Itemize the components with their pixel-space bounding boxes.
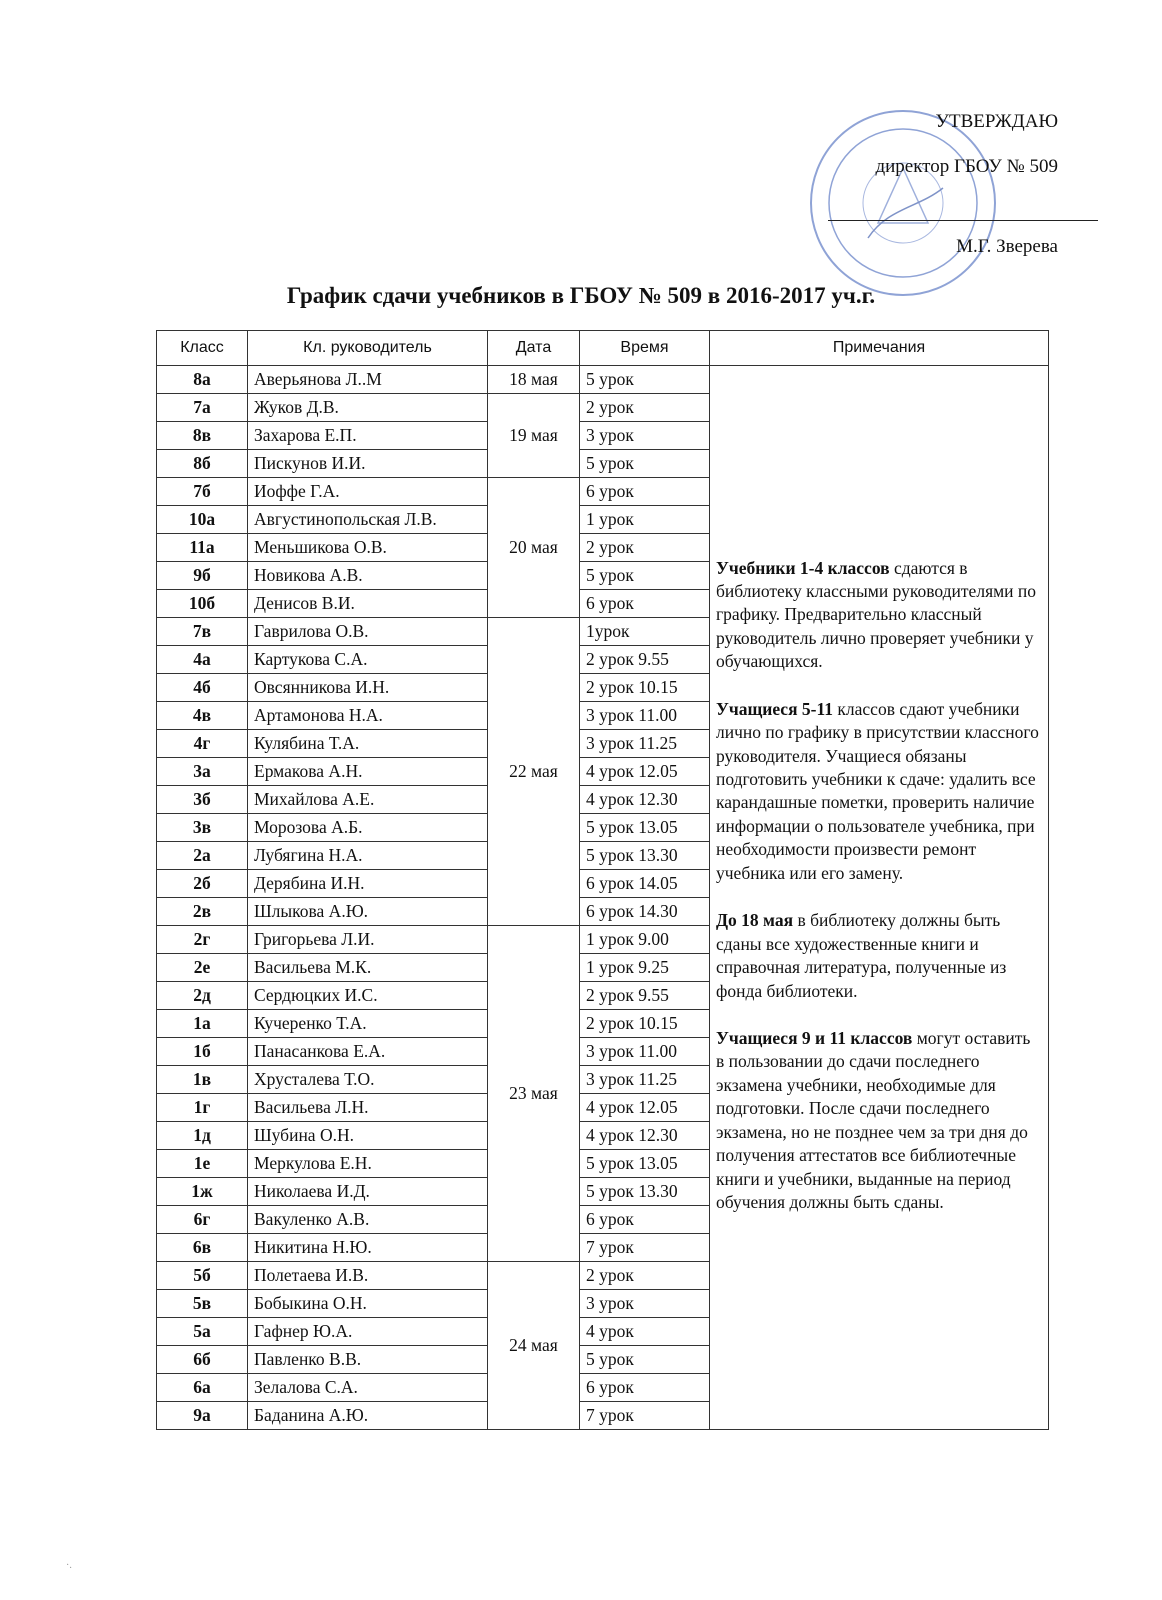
note-text: сдаются в библиотеку классными руководителями по графику. Предварительно классный руководитель лично проверяет учебники у обучающихся. — [716, 557, 1037, 672]
date-cell: 23 мая — [488, 926, 580, 1262]
teacher-cell: Жуков Д.В. — [248, 394, 488, 422]
schedule-table — [156, 330, 1049, 1430]
signature-line — [828, 198, 1098, 221]
approval-position: директор ГБОУ № 509 — [875, 156, 1058, 177]
class-cell: 2б — [157, 870, 248, 898]
teacher-cell: Гаврилова О.В. — [248, 618, 488, 646]
class-cell: 1ж — [157, 1178, 248, 1206]
header-teacher: Кл. руководитель — [248, 331, 488, 366]
class-cell: 1а — [157, 1010, 248, 1038]
class-cell: 2в — [157, 898, 248, 926]
class-cell: 4а — [157, 646, 248, 674]
time-cell: 1урок — [580, 618, 710, 646]
teacher-cell: Лубягина Н.А. — [248, 842, 488, 870]
teacher-cell: Николаева И.Д. — [248, 1178, 488, 1206]
class-cell: 3б — [157, 786, 248, 814]
teacher-cell: Михайлова А.Е. — [248, 786, 488, 814]
teacher-cell: Кучеренко Т.А. — [248, 1010, 488, 1038]
teacher-cell: Бобыкина О.Н. — [248, 1290, 488, 1318]
time-cell: 2 урок 10.15 — [580, 1010, 710, 1038]
class-cell: 1в — [157, 1066, 248, 1094]
note-bold-lead: Учащиеся 5-11 — [716, 698, 834, 719]
class-cell: 3в — [157, 814, 248, 842]
time-cell: 3 урок 11.00 — [580, 1038, 710, 1066]
class-cell: 2д — [157, 982, 248, 1010]
class-cell: 6в — [157, 1234, 248, 1262]
class-cell: 8б — [157, 450, 248, 478]
class-cell: 1е — [157, 1150, 248, 1178]
date-cell: 19 мая — [488, 394, 580, 478]
time-cell: 6 урок 14.05 — [580, 870, 710, 898]
time-cell: 2 урок 9.55 — [580, 982, 710, 1010]
teacher-cell: Вакуленко А.В. — [248, 1206, 488, 1234]
class-cell: 3а — [157, 758, 248, 786]
teacher-cell: Захарова Е.П. — [248, 422, 488, 450]
time-cell: 5 урок — [580, 562, 710, 590]
time-cell: 1 урок 9.25 — [580, 954, 710, 982]
time-cell: 6 урок — [580, 1374, 710, 1402]
class-cell: 6г — [157, 1206, 248, 1234]
time-cell: 1 урок — [580, 506, 710, 534]
teacher-cell: Шубина О.Н. — [248, 1122, 488, 1150]
teacher-cell: Меньшикова О.В. — [248, 534, 488, 562]
time-cell: 2 урок — [580, 394, 710, 422]
time-cell: 5 урок — [580, 366, 710, 394]
note-bold-lead: До 18 мая — [716, 910, 794, 931]
class-cell: 6а — [157, 1374, 248, 1402]
class-cell: 7в — [157, 618, 248, 646]
class-cell: 8в — [157, 422, 248, 450]
time-cell: 7 урок — [580, 1402, 710, 1430]
time-cell: 4 урок 12.30 — [580, 786, 710, 814]
teacher-cell: Аверьянова Л..М — [248, 366, 488, 394]
teacher-cell: Ермакова А.Н. — [248, 758, 488, 786]
class-cell: 1д — [157, 1122, 248, 1150]
teacher-cell: Кулябина Т.А. — [248, 730, 488, 758]
class-cell: 8а — [157, 366, 248, 394]
time-cell: 3 урок — [580, 1290, 710, 1318]
date-cell: 22 мая — [488, 618, 580, 926]
time-cell: 5 урок — [580, 450, 710, 478]
time-cell: 2 урок — [580, 534, 710, 562]
header-time: Время — [580, 331, 710, 366]
teacher-cell: Баданина А.Ю. — [248, 1402, 488, 1430]
teacher-cell: Августинопольская Л.В. — [248, 506, 488, 534]
teacher-cell: Овсянникова И.Н. — [248, 674, 488, 702]
class-cell: 4в — [157, 702, 248, 730]
time-cell: 4 урок 12.05 — [580, 1094, 710, 1122]
time-cell: 4 урок 12.30 — [580, 1122, 710, 1150]
teacher-cell: Картукова С.А. — [248, 646, 488, 674]
note-paragraph — [716, 557, 1042, 674]
note-paragraph — [716, 909, 1042, 1003]
note-bold-lead: Учебники 1-4 классов — [716, 557, 890, 578]
table-body — [157, 366, 1049, 1430]
teacher-cell: Морозова А.Б. — [248, 814, 488, 842]
note-paragraph — [716, 1027, 1042, 1215]
header-class: Класс — [157, 331, 248, 366]
note-paragraph — [716, 698, 1042, 886]
time-cell: 3 урок 11.25 — [580, 1066, 710, 1094]
teacher-cell: Никитина Н.Ю. — [248, 1234, 488, 1262]
teacher-cell: Гафнер Ю.А. — [248, 1318, 488, 1346]
teacher-cell: Новикова А.В. — [248, 562, 488, 590]
class-cell: 4б — [157, 674, 248, 702]
time-cell: 6 урок — [580, 590, 710, 618]
teacher-cell: Панасанкова Е.А. — [248, 1038, 488, 1066]
class-cell: 1б — [157, 1038, 248, 1066]
notes-cell — [710, 366, 1049, 1430]
teacher-cell: Денисов В.И. — [248, 590, 488, 618]
time-cell: 6 урок 14.30 — [580, 898, 710, 926]
approval-block — [828, 112, 1058, 256]
time-cell: 5 урок 13.05 — [580, 1150, 710, 1178]
time-cell: 5 урок 13.30 — [580, 1178, 710, 1206]
time-cell: 1 урок 9.00 — [580, 926, 710, 954]
class-cell: 5в — [157, 1290, 248, 1318]
time-cell: 4 урок 12.05 — [580, 758, 710, 786]
time-cell: 3 урок 11.25 — [580, 730, 710, 758]
teacher-cell: Зелалова С.А. — [248, 1374, 488, 1402]
class-cell: 4г — [157, 730, 248, 758]
table-row — [157, 366, 1049, 394]
time-cell: 2 урок 10.15 — [580, 674, 710, 702]
teacher-cell: Сердюцких И.С. — [248, 982, 488, 1010]
class-cell: 2а — [157, 842, 248, 870]
time-cell: 4 урок — [580, 1318, 710, 1346]
header-notes: Примечания — [710, 331, 1049, 366]
time-cell: 3 урок — [580, 422, 710, 450]
note-text: могут оставить в пользовании до сдачи последнего экзамена учебники, необходимые для подготовки. После сдачи последнего экзамена, но не позднее чем за три дня до получения аттестатов все библиотечные книги и учебники, выданные на период обучения должны быть сданы. — [716, 1027, 1031, 1213]
class-cell: 2г — [157, 926, 248, 954]
class-cell: 11а — [157, 534, 248, 562]
teacher-cell: Меркулова Е.Н. — [248, 1150, 488, 1178]
teacher-cell: Хрусталева Т.О. — [248, 1066, 488, 1094]
class-cell: 10б — [157, 590, 248, 618]
class-cell: 2е — [157, 954, 248, 982]
document-title: График сдачи учебников в ГБОУ № 509 в 2016-2017 уч.г. — [286, 283, 876, 308]
note-bold-lead: Учащиеся 9 и 11 классов — [716, 1027, 913, 1048]
time-cell: 2 урок — [580, 1262, 710, 1290]
teacher-cell: Васильева Л.Н. — [248, 1094, 488, 1122]
class-cell: 5б — [157, 1262, 248, 1290]
date-cell: 18 мая — [488, 366, 580, 394]
time-cell: 5 урок 13.30 — [580, 842, 710, 870]
class-cell: 6б — [157, 1346, 248, 1374]
teacher-cell: Васильева М.К. — [248, 954, 488, 982]
date-cell: 24 мая — [488, 1262, 580, 1430]
approval-heading: УТВЕРЖДАЮ — [935, 111, 1058, 132]
class-cell: 9б — [157, 562, 248, 590]
time-cell: 6 урок — [580, 478, 710, 506]
time-cell: 3 урок 11.00 — [580, 702, 710, 730]
table-header-row — [157, 331, 1049, 366]
approval-name: М.Г. Зверева — [956, 236, 1058, 257]
teacher-cell: Павленко В.В. — [248, 1346, 488, 1374]
teacher-cell: Григорьева Л.И. — [248, 926, 488, 954]
class-cell: 9а — [157, 1402, 248, 1430]
scan-mark: ·. — [66, 1560, 72, 1571]
class-cell: 5а — [157, 1318, 248, 1346]
time-cell: 7 урок — [580, 1234, 710, 1262]
teacher-cell: Иоффе Г.А. — [248, 478, 488, 506]
teacher-cell: Пискунов И.И. — [248, 450, 488, 478]
teacher-cell: Шлыкова А.Ю. — [248, 898, 488, 926]
teacher-cell: Артамонова Н.А. — [248, 702, 488, 730]
time-cell: 6 урок — [580, 1206, 710, 1234]
teacher-cell: Дерябина И.Н. — [248, 870, 488, 898]
class-cell: 7а — [157, 394, 248, 422]
class-cell: 1г — [157, 1094, 248, 1122]
class-cell: 10а — [157, 506, 248, 534]
header-date: Дата — [488, 331, 580, 366]
teacher-cell: Полетаева И.В. — [248, 1262, 488, 1290]
time-cell: 2 урок 9.55 — [580, 646, 710, 674]
time-cell: 5 урок — [580, 1346, 710, 1374]
class-cell: 7б — [157, 478, 248, 506]
date-cell: 20 мая — [488, 478, 580, 618]
note-text: классов сдают учебники лично по графику в присутствии классного руководителя. Учащиеся обязаны подготовить учебники к сдаче: удалить все карандашные пометки, проверить наличие информации о пользователе учебника, при необходимости произвести ремонт учебника или его замену. — [716, 698, 1039, 883]
time-cell: 5 урок 13.05 — [580, 814, 710, 842]
note-text: в библиотеку должны быть сданы все художественные книги и справочная литература, полученные из фонда библиотеки. — [716, 910, 1007, 1001]
